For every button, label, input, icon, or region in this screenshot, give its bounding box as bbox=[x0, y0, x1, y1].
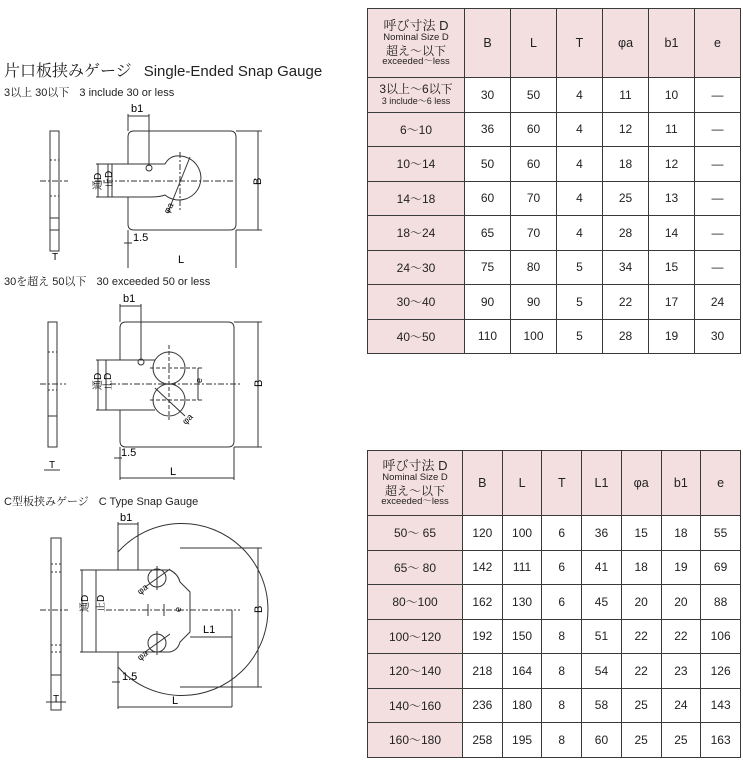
label-B: B bbox=[253, 605, 265, 613]
row-size: 100～120 bbox=[368, 619, 463, 654]
table-row bbox=[368, 216, 741, 251]
cell-b1: 14 bbox=[649, 216, 695, 251]
cell-B: 142 bbox=[463, 550, 503, 585]
label-e: e bbox=[194, 377, 204, 383]
cell-L1: 45 bbox=[582, 585, 622, 620]
cell-phi-a: 11 bbox=[603, 78, 649, 113]
page-title bbox=[4, 58, 322, 81]
cell-L: 150 bbox=[502, 619, 542, 654]
cell-B: 65 bbox=[465, 216, 511, 251]
table-header-row bbox=[368, 9, 741, 78]
cell-phi-a: 22 bbox=[621, 654, 661, 689]
cell-e: — bbox=[695, 181, 741, 216]
table-row bbox=[368, 550, 741, 585]
cell-b1: 25 bbox=[661, 723, 701, 758]
cell-L: 80 bbox=[511, 250, 557, 285]
cell-phi-a: 18 bbox=[603, 147, 649, 182]
cell-B: 36 bbox=[465, 112, 511, 147]
cell-B: 218 bbox=[463, 654, 503, 689]
table-row bbox=[368, 619, 741, 654]
cell-b1: 22 bbox=[661, 619, 701, 654]
table-row bbox=[368, 723, 741, 758]
label-L: L bbox=[178, 254, 185, 266]
spec-table-single-ended bbox=[367, 8, 741, 354]
row-size: 140～160 bbox=[368, 688, 463, 723]
table-row bbox=[368, 585, 741, 620]
cell-b1: 15 bbox=[649, 250, 695, 285]
header-nominal-size: 呼び寸法 D Nominal Size D 超え～以下 exceeded～less bbox=[368, 9, 465, 78]
cell-b1: 20 bbox=[661, 585, 701, 620]
label-L1: L1 bbox=[203, 624, 216, 636]
header-phi-a: φa bbox=[603, 9, 649, 78]
cell-L1: 58 bbox=[582, 688, 622, 723]
table-row bbox=[368, 688, 741, 723]
header-B: B bbox=[465, 9, 511, 78]
table-row bbox=[368, 654, 741, 689]
header-L1: L1 bbox=[582, 451, 622, 516]
cell-L1: 60 bbox=[582, 723, 622, 758]
table-row bbox=[368, 516, 741, 551]
label-phi-a-bottom: φa bbox=[135, 647, 150, 663]
cell-e: — bbox=[695, 250, 741, 285]
row-size: 18～24 bbox=[368, 216, 465, 251]
cell-T: 5 bbox=[557, 319, 603, 354]
cell-phi-a: 12 bbox=[603, 112, 649, 147]
row-size: 40～50 bbox=[368, 319, 465, 354]
label-pass-D: 通D bbox=[80, 594, 91, 612]
cell-L: 50 bbox=[511, 78, 557, 113]
cell-T: 6 bbox=[542, 550, 582, 585]
cell-e: 24 bbox=[695, 285, 741, 320]
row-size: 6～10 bbox=[368, 112, 465, 147]
cell-L1: 51 bbox=[582, 619, 622, 654]
cell-L1: 41 bbox=[582, 550, 622, 585]
cell-T: 4 bbox=[557, 147, 603, 182]
cell-b1: 11 bbox=[649, 112, 695, 147]
cell-L: 70 bbox=[511, 181, 557, 216]
cell-L: 60 bbox=[511, 147, 557, 182]
cell-L: 111 bbox=[502, 550, 542, 585]
cell-phi-a: 25 bbox=[603, 181, 649, 216]
header-L: L bbox=[502, 451, 542, 516]
cell-phi-a: 22 bbox=[603, 285, 649, 320]
cell-L1: 54 bbox=[582, 654, 622, 689]
cell-L1: 36 bbox=[582, 516, 622, 551]
cell-e: 143 bbox=[701, 688, 741, 723]
cell-e: — bbox=[695, 78, 741, 113]
label-phi-a: φa bbox=[161, 200, 176, 216]
cell-b1: 13 bbox=[649, 181, 695, 216]
cell-T: 8 bbox=[542, 723, 582, 758]
cell-e: 106 bbox=[701, 619, 741, 654]
cell-B: 60 bbox=[465, 181, 511, 216]
drawing-c-type bbox=[0, 512, 280, 717]
cell-b1: 12 bbox=[649, 147, 695, 182]
cell-b1: 23 bbox=[661, 654, 701, 689]
header-b1: b1 bbox=[649, 9, 695, 78]
cell-phi-a: 22 bbox=[621, 619, 661, 654]
header-L: L bbox=[511, 9, 557, 78]
label-stop-D: 止D bbox=[104, 170, 115, 188]
row-size: 65～ 80 bbox=[368, 550, 463, 585]
cell-phi-a: 25 bbox=[621, 688, 661, 723]
cell-e: — bbox=[695, 147, 741, 182]
cell-B: 90 bbox=[465, 285, 511, 320]
cell-e: — bbox=[695, 216, 741, 251]
cell-b1: 17 bbox=[649, 285, 695, 320]
cell-phi-a: 20 bbox=[621, 585, 661, 620]
row-size: 30～40 bbox=[368, 285, 465, 320]
cell-b1: 19 bbox=[649, 319, 695, 354]
row-size: 10～14 bbox=[368, 147, 465, 182]
cell-L: 90 bbox=[511, 285, 557, 320]
cell-e: 163 bbox=[701, 723, 741, 758]
cell-phi-a: 28 bbox=[603, 216, 649, 251]
cell-phi-a: 28 bbox=[603, 319, 649, 354]
row-size: 3以上～6以下 3 include～6 less bbox=[368, 78, 465, 113]
cell-T: 8 bbox=[542, 619, 582, 654]
cell-e: 30 bbox=[695, 319, 741, 354]
cell-b1: 18 bbox=[661, 516, 701, 551]
label-gap: 1.5 bbox=[121, 447, 137, 459]
title-en: Single-Ended Snap Gauge bbox=[143, 63, 323, 80]
table-row bbox=[368, 112, 741, 147]
cell-e: 55 bbox=[701, 516, 741, 551]
header-e: e bbox=[701, 451, 741, 516]
cell-T: 4 bbox=[557, 216, 603, 251]
cell-T: 8 bbox=[542, 688, 582, 723]
cell-phi-a: 18 bbox=[621, 550, 661, 585]
label-L: L bbox=[172, 695, 179, 707]
cell-B: 236 bbox=[463, 688, 503, 723]
cell-phi-a: 34 bbox=[603, 250, 649, 285]
cell-L: 195 bbox=[502, 723, 542, 758]
table-row bbox=[368, 285, 741, 320]
header-B: B bbox=[463, 451, 503, 516]
cell-B: 110 bbox=[465, 319, 511, 354]
cell-T: 4 bbox=[557, 112, 603, 147]
cell-B: 50 bbox=[465, 147, 511, 182]
label-phi-a-top: φa bbox=[135, 581, 150, 597]
row-size: 120～140 bbox=[368, 654, 463, 689]
cell-B: 258 bbox=[463, 723, 503, 758]
cell-B: 30 bbox=[465, 78, 511, 113]
label-B: B bbox=[252, 177, 264, 185]
cell-T: 5 bbox=[557, 285, 603, 320]
cell-L: 70 bbox=[511, 216, 557, 251]
table-row bbox=[368, 181, 741, 216]
drawing-single-ended-large bbox=[0, 290, 280, 490]
cell-B: 120 bbox=[463, 516, 503, 551]
table-row bbox=[368, 147, 741, 182]
cell-L: 100 bbox=[502, 516, 542, 551]
table-row bbox=[368, 319, 741, 354]
cell-e: 69 bbox=[701, 550, 741, 585]
label-pass-D: 通D bbox=[93, 372, 104, 390]
cell-B: 162 bbox=[463, 585, 503, 620]
label-gap: 1.5 bbox=[122, 671, 138, 683]
label-stop-D: 止D bbox=[103, 372, 114, 390]
label-T: T bbox=[53, 694, 60, 705]
header-b1: b1 bbox=[661, 451, 701, 516]
cell-T: 8 bbox=[542, 654, 582, 689]
header-T: T bbox=[542, 451, 582, 516]
label-gap: 1.5 bbox=[133, 232, 149, 244]
cell-T: 6 bbox=[542, 516, 582, 551]
cell-e: 126 bbox=[701, 654, 741, 689]
cell-B: 75 bbox=[465, 250, 511, 285]
spec-table-c-type bbox=[367, 450, 741, 758]
label-T: T bbox=[49, 460, 56, 471]
cell-e: — bbox=[695, 112, 741, 147]
label-B: B bbox=[253, 379, 265, 387]
cell-T: 4 bbox=[557, 181, 603, 216]
row-size: 80～100 bbox=[368, 585, 463, 620]
cell-b1: 10 bbox=[649, 78, 695, 113]
label-b1: b1 bbox=[123, 293, 136, 305]
label-pass-D: 通D bbox=[93, 172, 104, 190]
row-size: 50～ 65 bbox=[368, 516, 463, 551]
section-label-2: 30を超え 50以下 30 exceeded 50 or less bbox=[4, 276, 211, 288]
cell-phi-a: 25 bbox=[621, 723, 661, 758]
cell-L: 100 bbox=[511, 319, 557, 354]
row-size: 24～30 bbox=[368, 250, 465, 285]
cell-b1: 19 bbox=[661, 550, 701, 585]
drawing-single-ended-small bbox=[0, 100, 280, 270]
label-phi-a: φa bbox=[180, 411, 195, 427]
header-T: T bbox=[557, 9, 603, 78]
cell-L: 180 bbox=[502, 688, 542, 723]
label-b1: b1 bbox=[120, 512, 133, 524]
section-label-3: C型板挟みゲージ C Type Snap Gauge bbox=[4, 496, 199, 508]
cell-T: 5 bbox=[557, 250, 603, 285]
header-nominal-size: 呼び寸法 D Nominal Size D 超え～以下 exceeded～less bbox=[368, 451, 463, 516]
cell-T: 4 bbox=[557, 78, 603, 113]
cell-e: 88 bbox=[701, 585, 741, 620]
cell-L: 130 bbox=[502, 585, 542, 620]
cell-B: 192 bbox=[463, 619, 503, 654]
table-row bbox=[368, 250, 741, 285]
table-row bbox=[368, 78, 741, 113]
cell-L: 60 bbox=[511, 112, 557, 147]
label-stop-D: 止D bbox=[96, 594, 107, 612]
section-label-1: 3以上 30以下 3 include 30 or less bbox=[4, 87, 175, 99]
label-e: e bbox=[173, 606, 183, 612]
header-phi-a: φa bbox=[621, 451, 661, 516]
label-T: T bbox=[52, 252, 59, 263]
label-b1: b1 bbox=[131, 103, 144, 115]
cell-b1: 24 bbox=[661, 688, 701, 723]
row-size: 160～180 bbox=[368, 723, 463, 758]
label-L: L bbox=[170, 466, 177, 478]
cell-L: 164 bbox=[502, 654, 542, 689]
cell-T: 6 bbox=[542, 585, 582, 620]
header-e: e bbox=[695, 9, 741, 78]
title-jp: 片口板挟みゲージ bbox=[4, 63, 132, 80]
row-size: 14～18 bbox=[368, 181, 465, 216]
cell-phi-a: 15 bbox=[621, 516, 661, 551]
table-header-row bbox=[368, 451, 741, 516]
